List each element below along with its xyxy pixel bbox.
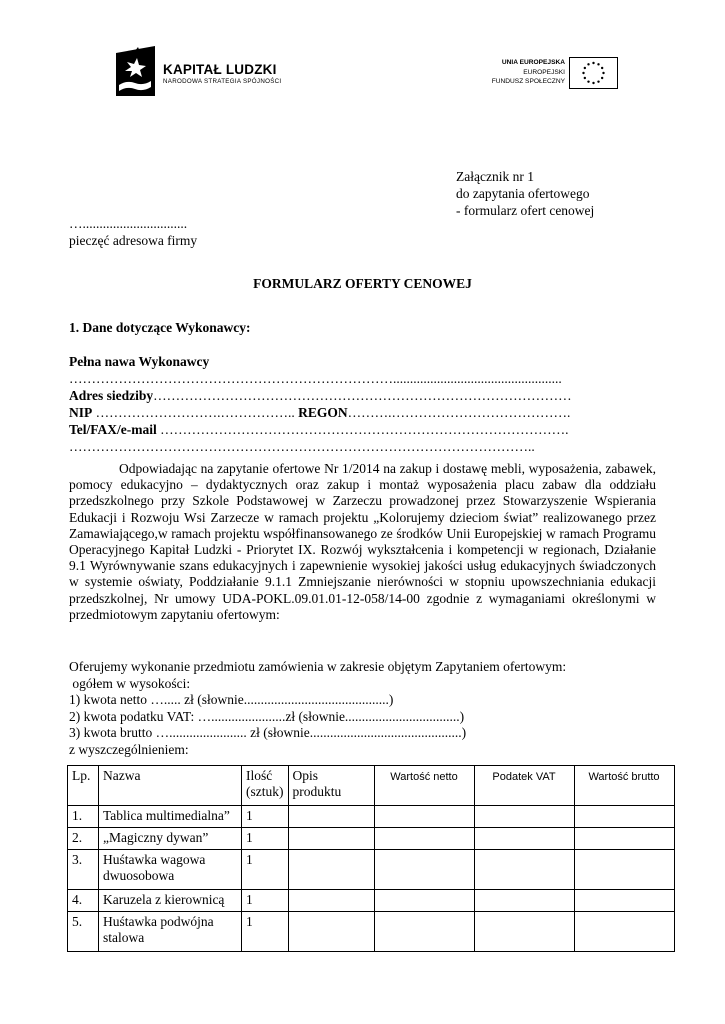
row-qty: 1 bbox=[242, 806, 289, 828]
regon-label: REGON bbox=[298, 405, 348, 421]
row-lp: 2. bbox=[68, 828, 99, 850]
annex-info bbox=[456, 168, 594, 219]
section-contractor-heading: 1. Dane dotyczące Wykonawcy: bbox=[69, 320, 251, 335]
row-qty: 1 bbox=[242, 850, 289, 890]
tel-line[interactable]: ………………………………………………………………………………. bbox=[156, 422, 569, 438]
eu-star-icon bbox=[582, 72, 584, 74]
header-qty-1: Ilość bbox=[246, 768, 273, 783]
offer-intro: Oferujemy wykonanie przedmiotu zamówienia w zakresie objętym Zapytaniem ofertowym: bbox=[69, 659, 567, 674]
stamp-dots: …............................... bbox=[69, 216, 188, 231]
eu-star-icon bbox=[601, 67, 603, 69]
offer-gross: 3) kwota brutto …....................... zł (słownie.............................................) bbox=[69, 725, 467, 741]
eu-star-icon bbox=[597, 63, 599, 65]
row-vat[interactable] bbox=[474, 806, 574, 828]
row-gross[interactable] bbox=[574, 912, 674, 952]
row-desc[interactable] bbox=[288, 850, 374, 890]
eu-line-1: UNIA EUROPEJSKA bbox=[501, 59, 565, 66]
row-net[interactable] bbox=[374, 912, 474, 952]
header-desc-2: produktu bbox=[292, 784, 342, 799]
row-qty: 1 bbox=[242, 890, 289, 912]
header-name: Nazwa bbox=[99, 766, 242, 806]
header-desc-1: Opis bbox=[292, 768, 319, 783]
contractor-name-line[interactable]: ……………………………………………………………….................................................. bbox=[69, 371, 562, 387]
offer-vat: 2) kwota podatku VAT: …......................zł (słownie..................................) bbox=[69, 708, 465, 724]
header-vat: Podatek VAT bbox=[474, 766, 574, 806]
header-qty-2: (sztuk) bbox=[246, 784, 284, 799]
header-net: Wartość netto bbox=[374, 766, 474, 806]
tel-row bbox=[69, 421, 572, 438]
eu-star-icon bbox=[602, 72, 604, 74]
offer-net: 1) kwota netto …..... zł (słownie...........................................) bbox=[69, 692, 394, 708]
row-desc[interactable] bbox=[288, 828, 374, 850]
annex-line-1: Załącznik nr 1 bbox=[456, 169, 534, 184]
company-stamp-field bbox=[69, 215, 197, 249]
stamp-label: pieczęć adresowa firmy bbox=[69, 233, 198, 248]
table-row bbox=[68, 890, 675, 912]
row-gross[interactable] bbox=[574, 890, 674, 912]
row-lp: 5. bbox=[68, 912, 99, 952]
offer-detail: z wyszczególnieniem: bbox=[69, 741, 189, 757]
eu-line-3: FUNDUSZ SPOŁECZNY bbox=[491, 78, 565, 85]
regon-line[interactable]: ……….…………………………………. bbox=[347, 405, 571, 421]
row-gross[interactable] bbox=[574, 850, 674, 890]
eu-star-icon bbox=[584, 77, 586, 79]
table-header-row bbox=[68, 766, 675, 806]
annex-line-2: do zapytania ofertowego bbox=[456, 186, 590, 201]
tel-label: Tel/FAX/e-mail bbox=[69, 422, 157, 438]
row-desc[interactable] bbox=[288, 806, 374, 828]
eu-star-icon bbox=[601, 77, 603, 79]
address-label: Adres siedziby bbox=[69, 388, 154, 404]
row-name: Huśtawka podwójna stalowa bbox=[99, 912, 242, 952]
contractor-fields bbox=[69, 353, 572, 456]
table-row bbox=[68, 912, 675, 952]
table-row bbox=[68, 828, 675, 850]
items-table bbox=[67, 765, 675, 952]
row-lp: 1. bbox=[68, 806, 99, 828]
table-row bbox=[68, 850, 675, 890]
row-vat[interactable] bbox=[474, 912, 574, 952]
row-vat[interactable] bbox=[474, 850, 574, 890]
eu-star-icon bbox=[587, 63, 589, 65]
eu-star-icon bbox=[592, 62, 594, 64]
eu-star-icon bbox=[584, 67, 586, 69]
header-qty bbox=[242, 766, 289, 806]
row-gross[interactable] bbox=[574, 828, 674, 850]
eu-line-2: EUROPEJSKI bbox=[523, 68, 565, 76]
row-name: „Magiczny dywan” bbox=[99, 828, 242, 850]
offer-paragraph: Odpowiadając na zapytanie ofertowe Nr 1/2014 na zakup i dostawę mebli, wyposażenia, zabawek, pomocy edukacyjno – dydaktycznych oraz zakup i montaż wyposażenia placu zabaw dla oddziału przedszkolnego przy Szkole Podstawowej w Zarzeczu prowadzonej przez Stowarzyszenie Wspierania Edukacji i Rozwoju Wsi Zarzecze w ramach projektu „Kolorujemy dzieciom świat” realizowanego przez Zamawiającego,w ramach projektu współfinansowanego ze środków Unii Europejskiej w ramach Programu Operacyjnego Kapitał Ludzki - Priorytet IX. Rozwój wykształcenia i kompetencji w regionach, Działanie 9.1 Wyrównywanie szans edukacyjnych i zapewnienie wysokiej jakości usług edukacyjnych świadczonych w systemie oświaty, Poddziałanie 9.1.1 Zmniejszanie nierówności w stopniu upowszechniania edukacji przedszkolnej, Nr umowy UDA-POKL.09.01.01-12-058/14-00 zgodnie z wymaganiami określonymi w przedmiotowym zapytaniu ofertowym: bbox=[69, 461, 656, 622]
kapital-ludzki-title: KAPITAŁ LUDZKI bbox=[163, 62, 277, 77]
row-vat[interactable] bbox=[474, 828, 574, 850]
row-lp: 4. bbox=[68, 890, 99, 912]
row-net[interactable] bbox=[374, 890, 474, 912]
address-line[interactable]: ………………………………………………………………………………… bbox=[153, 388, 572, 404]
eu-star-icon bbox=[597, 80, 599, 82]
offer-total: ogółem w wysokości: bbox=[69, 675, 191, 691]
header-lp: Lp. bbox=[68, 766, 99, 806]
row-gross[interactable] bbox=[574, 806, 674, 828]
row-desc[interactable] bbox=[288, 912, 374, 952]
row-qty: 1 bbox=[242, 912, 289, 952]
row-name: Tablica multimedialna” bbox=[99, 806, 242, 828]
address-row bbox=[69, 387, 572, 404]
document-title: FORMULARZ OFERTY CENOWEJ bbox=[253, 276, 472, 291]
header-gross: Wartość brutto bbox=[574, 766, 674, 806]
row-name: Karuzela z kierownicą bbox=[99, 890, 242, 912]
offer-amounts bbox=[69, 659, 566, 759]
contractor-name-label: Pełna nawa Wykonawcy bbox=[69, 354, 210, 369]
eu-star-icon bbox=[587, 80, 589, 82]
table-row bbox=[68, 806, 675, 828]
row-qty: 1 bbox=[242, 828, 289, 850]
nip-line[interactable]: ……………………….…………….. bbox=[92, 405, 299, 421]
nip-regon-row bbox=[69, 404, 572, 421]
nip-label: NIP bbox=[69, 405, 93, 421]
header-desc bbox=[288, 766, 374, 806]
extra-line[interactable]: ………………………………………………………………………………………….. bbox=[69, 439, 535, 455]
eu-flag-icon bbox=[569, 57, 618, 89]
eu-logo-text bbox=[492, 58, 565, 87]
row-name: Huśtawka wagowa dwuosobowa bbox=[99, 850, 242, 890]
kapital-ludzki-subtitle: NARODOWA STRATEGIA SPÓJNOŚCI bbox=[163, 78, 282, 85]
row-net[interactable] bbox=[374, 850, 474, 890]
annex-line-3: - formularz ofert cenowej bbox=[456, 203, 595, 218]
row-desc[interactable] bbox=[288, 890, 374, 912]
eu-star-icon bbox=[592, 82, 594, 84]
row-vat[interactable] bbox=[474, 890, 574, 912]
row-net[interactable] bbox=[374, 806, 474, 828]
row-net[interactable] bbox=[374, 828, 474, 850]
row-lp: 3. bbox=[68, 850, 99, 890]
